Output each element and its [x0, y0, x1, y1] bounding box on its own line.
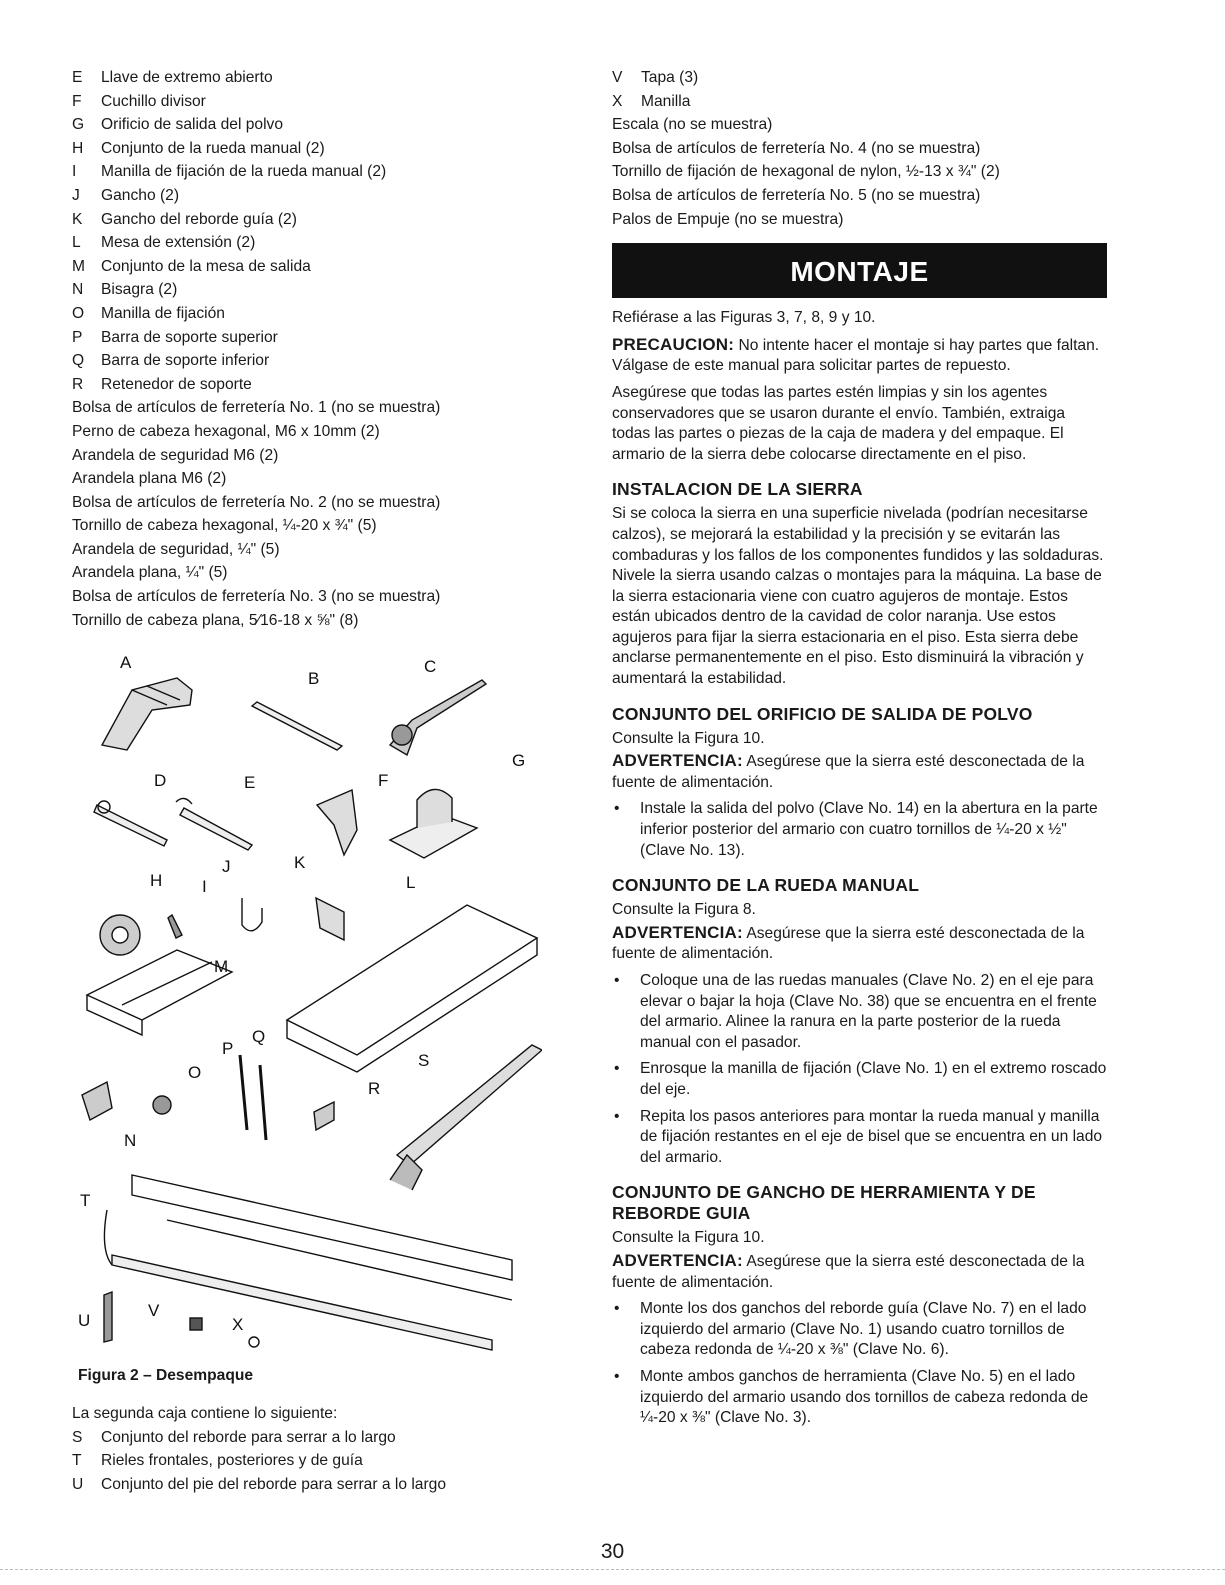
- caps-drawing: [190, 1318, 202, 1330]
- right-list-line: Bolsa de artículos de ferretería No. 5 (no se muestra): [612, 186, 981, 204]
- list-item: S Conjunto del reborde para serrar a lo largo: [72, 1428, 396, 1446]
- hardware-bag-3: [72, 585, 542, 632]
- list-item: • Monte ambos ganchos de herramienta (Clave No. 5) en el lado izquierdo del armario usando dos tornillos de cabeza redonda de ¼-20 x ⅜" (Clave No. 3).: [614, 1367, 1089, 1427]
- blade-guard-drawing: [102, 678, 192, 750]
- fig-label: X: [232, 1315, 244, 1334]
- list-item: G Orificio de salida del polvo: [72, 116, 284, 134]
- lower-support-bar-drawing: [260, 1065, 266, 1140]
- caution-label: PRECAUCION:: [612, 334, 735, 354]
- list-item: R Retenedor de soporte: [72, 375, 252, 393]
- fig-label: N: [124, 1131, 137, 1150]
- hardware-line: Arandela plana, ¼" (5): [72, 564, 228, 582]
- right-list-line: Tornillo de fijación de hexagonal de nylon, ½-13 x ¾" (2): [612, 163, 1000, 181]
- fig-label: F: [378, 771, 389, 790]
- warning-paragraph: ADVERTENCIA: Asegúrese que la sierra esté desconectada de la fuente de alimentación.: [612, 751, 1085, 791]
- hinge-drawing: [82, 1082, 112, 1120]
- page-number: 30: [600, 1540, 625, 1563]
- parts-illustration: [72, 650, 542, 1362]
- fence-hook-drawing: [316, 898, 344, 940]
- warning-label: ADVERTENCIA:: [612, 1250, 743, 1270]
- hardware-line: Arandela de seguridad M6 (2): [72, 446, 279, 464]
- hardware-line: Perno de cabeza hexagonal, M6 x 10mm (2): [72, 422, 380, 440]
- riving-knife-drawing: [317, 790, 357, 855]
- fig-label: V: [148, 1301, 160, 1320]
- fig-label: U: [78, 1311, 91, 1330]
- fig-label: J: [222, 857, 231, 876]
- section-heading: INSTALACION DE LA SIERRA: [612, 479, 863, 500]
- hardware-line: Tornillo de cabeza plana, 5⁄16-18 x ⅝" (8): [72, 611, 359, 629]
- list-item: U Conjunto del pie del reborde para serrar a lo largo: [72, 1475, 447, 1493]
- fig-label: O: [188, 1063, 202, 1082]
- list-item: T Rieles frontales, posteriores y de guía: [72, 1452, 363, 1470]
- rails-drawing: [132, 1175, 512, 1280]
- second-box-intro: La segunda caja contiene lo siguiente:: [72, 1405, 338, 1422]
- handle-drawing: [249, 1337, 259, 1347]
- fig-label: S: [418, 1051, 430, 1070]
- fence-foot-drawing: [104, 1292, 112, 1342]
- warning-paragraph: ADVERTENCIA: Asegúrese que la sierra esté desconectada de la fuente de alimentación.: [612, 922, 1085, 963]
- spreader-bar-drawing: [252, 702, 342, 750]
- right-list-line: Bolsa de artículos de ferretería No. 4 (no se muestra): [612, 139, 981, 157]
- fig-label: B: [308, 669, 320, 688]
- outfeed-table-drawing: [87, 950, 232, 1020]
- consult-text: Consulte la Figura 8.: [612, 901, 756, 919]
- fig-label: E: [244, 773, 256, 792]
- retainer-drawing: [314, 1102, 334, 1130]
- lock-knob-drawing: [168, 915, 182, 938]
- fig-label: C: [424, 657, 437, 676]
- page-bottom-rule: [0, 1569, 1225, 1570]
- list-item: K Gancho del reborde guía (2): [72, 210, 297, 228]
- right-list-line: Escala (no se muestra): [612, 116, 773, 134]
- parts-list: [72, 66, 542, 396]
- fig-label: H: [150, 871, 163, 890]
- right-column: [612, 66, 1107, 1435]
- hardware-line: Bolsa de artículos de ferretería No. 2 (no se muestra): [72, 493, 441, 511]
- list-item: H Conjunto de la rueda manual (2): [72, 139, 325, 157]
- section-banner: MONTAJE: [612, 243, 1107, 298]
- hardware-line: Bolsa de artículos de ferretería No. 3 (no se muestra): [72, 588, 441, 606]
- caution-paragraph: PRECAUCION: No intente hacer el montaje si hay partes que faltan. Válgase de este manual para solicitar partes de repuesto.: [612, 334, 1100, 375]
- fig-label: T: [80, 1191, 91, 1210]
- upper-support-bar-drawing: [240, 1055, 247, 1130]
- list-item: E Llave de extremo abierto: [72, 69, 273, 86]
- fig-label: M: [214, 957, 229, 976]
- hardware-bag-2: [72, 491, 542, 585]
- warning-paragraph: ADVERTENCIA: Asegúrese que la sierra esté desconectada de la fuente de alimentación.: [612, 1250, 1085, 1291]
- fig-label: I: [202, 877, 207, 896]
- fig-label: P: [222, 1039, 234, 1058]
- warning-label: ADVERTENCIA:: [612, 751, 743, 771]
- list-item: I Manilla de fijación de la rueda manual (2): [72, 163, 387, 181]
- list-item: M Conjunto de la mesa de salida: [72, 257, 311, 275]
- list-item: • Monte los dos ganchos del reborde guía (Clave No. 7) en el lado izquierdo del armario (Clave No. 1) usando cuatro tornillos de cabeza redonda de ¼-20 x ⅜" (Clave No. 6).: [614, 1300, 1087, 1359]
- fig-label: A: [120, 653, 132, 672]
- list-item: • Enrosque la manilla de fijación (Clave No. 1) en el extremo roscado del eje.: [614, 1060, 1107, 1098]
- consult-text: Consulte la Figura 10.: [612, 729, 765, 747]
- cleaning-paragraph: Asegúrese que todas las partes estén limpias y sin los agentes conservadores que se usaron durante el envío. También, extraiga todas las partes o piezas de la caja de madera y del empaque. El armario de la sierra debe colocarse directamente en el piso.: [612, 383, 1066, 463]
- fig-label: G: [512, 751, 526, 770]
- hardware-line: Arandela plana M6 (2): [72, 470, 227, 488]
- second-box-list: [72, 1402, 552, 1496]
- montaje-ref: Refiérase a las Figuras 3, 7, 8, 9 y 10.: [612, 309, 876, 327]
- warning-label: ADVERTENCIA:: [612, 922, 743, 942]
- list-item: • Repita los pasos anteriores para montar la rueda manual y manilla de fijación restantes en el eje de bisel que se encuentra en un lado del armario.: [614, 1107, 1103, 1166]
- left-column: [72, 66, 542, 632]
- hardware-line: Bolsa de artículos de ferretería No. 1 (no se muestra): [72, 399, 441, 417]
- fig-label: L: [406, 873, 416, 892]
- hardware-line: Arandela de seguridad, ¼" (5): [72, 540, 280, 558]
- list-item: O Manilla de fijación: [72, 304, 225, 322]
- section-heading: CONJUNTO DE GANCHO DE HERRAMIENTA Y DE REBORDE GUIA: [612, 1182, 1036, 1224]
- lock-knob-o-drawing: [153, 1096, 171, 1114]
- arbor-wrench-drawing: [94, 805, 167, 846]
- list-item: X Manilla: [612, 92, 691, 110]
- list-item: Q Barra de soporte inferior: [72, 352, 270, 370]
- list-item: P Barra de soporte superior: [72, 328, 278, 346]
- figure-caption: Figura 2 – Desempaque: [78, 1367, 254, 1384]
- list-item: V Tapa (3): [612, 69, 699, 86]
- consult-text: Consulte la Figura 10.: [612, 1229, 765, 1247]
- fig-label: R: [368, 1079, 381, 1098]
- open-wrench-drawing: [180, 808, 252, 850]
- list-item: • Instale la salida del polvo (Clave No. 14) en la abertura en la parte inferior posterior del armario con cuatro tornillos de ¼-20 x ½" (Clave No. 13).: [614, 800, 1098, 859]
- list-item: L Mesa de extensión (2): [72, 234, 256, 252]
- fig-label: Q: [252, 1027, 266, 1046]
- section-body: Si se coloca la sierra en una superficie nivelada (podrían necesitarse calzos), se mejorará la estabilidad y la precisión y se evitarán las combaduras y los fallos de los componentes fundidos y las soldaduras. Nivele la sierra usando calzas o montajes para la máquina. La base de la sierra estacionaria viene con cuatro agujeros de montaje. Estos están ubicados dentro de la cavidad de color naranja. Use estos agujeros para fijar la sierra estacionaria en el piso. Esta sierra debe anclarse permanentemente en el piso. Esto disminuirá la vibración y aumentará la estabilidad.: [612, 505, 1104, 688]
- hook-drawing: [242, 898, 262, 931]
- list-item: N Bisagra (2): [72, 281, 178, 299]
- fig-label: K: [294, 853, 306, 872]
- list-item: F Cuchillo divisor: [72, 92, 206, 110]
- list-item: J Gancho (2): [72, 186, 180, 204]
- right-list-line: Palos de Empuje (no se muestra): [612, 210, 844, 228]
- section-heading: CONJUNTO DEL ORIFICIO DE SALIDA DE POLVO: [612, 703, 1033, 724]
- fig-label: D: [154, 771, 167, 790]
- hardware-line: Tornillo de cabeza hexagonal, ¼-20 x ¾" (5): [72, 517, 377, 535]
- hardware-bag-1: [72, 396, 542, 490]
- unpacking-figure: [72, 650, 542, 1362]
- list-item: • Coloque una de las ruedas manuales (Clave No. 2) en el eje para elevar o bajar la hoja (Clave No. 38) que se encuentra en el frente del armario. Alinee la ranura en la parte posterior de la rueda manual con el pasador.: [614, 972, 1097, 1051]
- section-heading: CONJUNTO DE LA RUEDA MANUAL: [612, 875, 920, 896]
